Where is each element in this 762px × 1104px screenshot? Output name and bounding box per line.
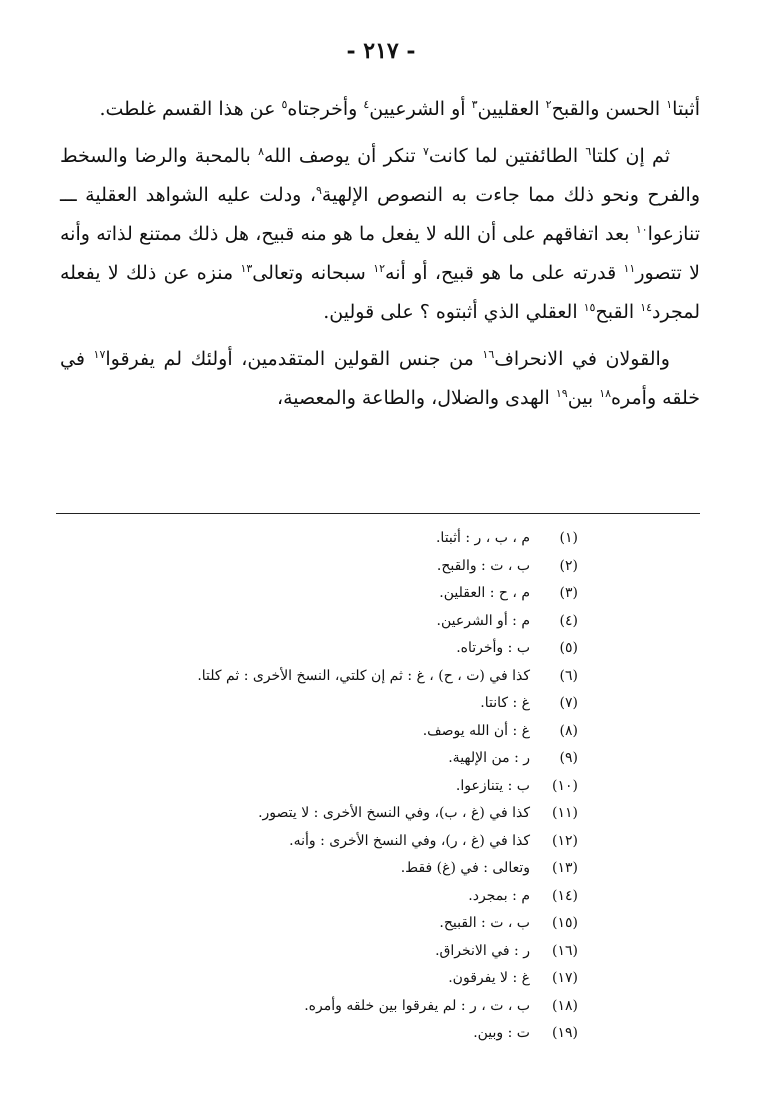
paragraph-1 bbox=[60, 90, 700, 129]
text-run: ، ودلت عليه الشواهد العقلية ـــ تنازعوا bbox=[60, 184, 700, 245]
text-run: في خلقه وأمره bbox=[60, 348, 700, 409]
footnote-ref-19[interactable]: ١٩ bbox=[555, 387, 568, 400]
footnote-item bbox=[18, 1020, 578, 1048]
footnote-number: (١١) bbox=[552, 805, 578, 821]
footnote-item bbox=[18, 690, 578, 718]
footnote-number: (١٦) bbox=[552, 942, 578, 959]
footnote-number: (١٩) bbox=[552, 1025, 578, 1041]
footnote-ref-7[interactable]: ٧ bbox=[422, 145, 429, 158]
footnote-text: ر : من الإلهية. bbox=[448, 750, 530, 766]
footnote-text: وتعالى : في (غ) فقط. bbox=[400, 860, 530, 876]
footnote-text: ب ، ت : القبيح. bbox=[439, 915, 530, 931]
footnote-number: (١٣) bbox=[552, 860, 578, 876]
footnote-text: م : أو الشرعين. bbox=[436, 612, 530, 629]
text-run: الطائفتين لما كانت bbox=[428, 145, 586, 167]
footnote-number: (٧) bbox=[559, 695, 578, 711]
footnote-text: غ : كانتا. bbox=[480, 695, 530, 711]
footnote-text: ب ، ت ، ر : لم يفرقوا بين خلقه وأمره. bbox=[304, 997, 530, 1014]
footnotes-list bbox=[18, 525, 578, 1048]
footnote-text: م : بمجرد. bbox=[468, 887, 530, 904]
footnote-text: م ، ب ، ر : أثبتا. bbox=[435, 530, 530, 546]
footnote-number: (١٢) bbox=[552, 832, 578, 849]
footnote-item bbox=[18, 828, 578, 856]
footnote-ref-9[interactable]: ٩ bbox=[315, 184, 322, 197]
footnote-item bbox=[18, 635, 578, 663]
footnote-ref-5[interactable]: ٥ bbox=[281, 98, 288, 111]
main-text bbox=[60, 90, 700, 418]
text-run: والقولان في الانحراف bbox=[494, 348, 670, 370]
footnote-item bbox=[18, 718, 578, 746]
footnote-item bbox=[18, 608, 578, 636]
text-run: سبحانه وتعالى bbox=[252, 262, 374, 284]
footnote-ref-6[interactable]: ٦ bbox=[585, 145, 592, 158]
text-run: عن هذا القسم غلطت. bbox=[99, 98, 282, 120]
text-run: قدرته على ما هو قبيح، أو أنه bbox=[385, 262, 624, 284]
footnote-number: (١٤) bbox=[552, 887, 578, 904]
text-run: العقليين bbox=[477, 98, 546, 120]
footnote-number: (٣) bbox=[559, 585, 578, 601]
footnote-ref-18[interactable]: ١٨ bbox=[599, 387, 612, 400]
text-run: الحسن والقبح bbox=[551, 98, 667, 120]
text-run: القبح bbox=[595, 301, 641, 323]
footnote-ref-3[interactable]: ٣ bbox=[471, 98, 478, 111]
footnote-text: ر : في الانخراق. bbox=[435, 942, 530, 959]
footnote-number: (١٧) bbox=[552, 970, 578, 986]
text-run: بين bbox=[567, 387, 600, 409]
footnote-item bbox=[18, 663, 578, 691]
footnote-text: كذا في (غ ، ر)، وفي النسخ الأخرى : وأنه. bbox=[289, 832, 530, 849]
text-run: وأخرجتاه bbox=[287, 98, 364, 120]
footnote-number: (٦) bbox=[559, 667, 578, 684]
paragraph-3 bbox=[60, 340, 700, 418]
page-number: - ٢١٧ - bbox=[346, 38, 416, 64]
footnote-text: غ : لا يفرقون. bbox=[448, 970, 530, 986]
footnote-ref-13[interactable]: ١٣ bbox=[240, 262, 253, 275]
footnote-ref-10[interactable]: ١٠ bbox=[635, 223, 648, 236]
footnote-text: ب ، ت : والقبح. bbox=[436, 557, 530, 574]
footnote-item bbox=[18, 745, 578, 773]
footnote-ref-16[interactable]: ١٦ bbox=[482, 348, 495, 361]
footnote-item bbox=[18, 580, 578, 608]
footnote-number: (٢) bbox=[559, 557, 578, 574]
footnote-text: كذا في (غ ، ب)، وفي النسخ الأخرى : لا يتصور. bbox=[258, 805, 530, 821]
footnote-item bbox=[18, 773, 578, 801]
footnote-ref-12[interactable]: ١٢ bbox=[373, 262, 386, 275]
footnote-number: (١) bbox=[559, 530, 578, 546]
text-run: أثبتا bbox=[672, 98, 700, 120]
text-run: أو الشرعيين bbox=[369, 98, 472, 120]
footnote-text: ت : وبين. bbox=[473, 1025, 530, 1041]
text-run: بعد اتفاقهم على أن الله لا يفعل ما هو منه قبيح، هل ذلك ممتنع لذاته وأنه لا تتصور bbox=[60, 223, 700, 284]
footnote-separator bbox=[56, 513, 700, 514]
text-run: تنكر أن يوصف الله bbox=[264, 145, 423, 167]
text-run: بالمحبة والرضا والسخط والفرح ونحو ذلك مما جاءت به النصوص الإلهية bbox=[60, 145, 700, 206]
footnote-ref-8[interactable]: ٨ bbox=[258, 145, 265, 158]
text-run: العقلي الذي أثبتوه ؟ على قولين. bbox=[323, 301, 584, 323]
footnote-item bbox=[18, 965, 578, 993]
footnote-text: كذا في (ت ، ح) ، غ : ثم إن كلتي، النسخ الأخرى : ثم كلتا. bbox=[197, 667, 530, 684]
text-run: ثم إن كلتا bbox=[591, 145, 670, 167]
footnote-ref-1[interactable]: ١ bbox=[666, 98, 673, 111]
footnote-number: (٤) bbox=[559, 612, 578, 629]
footnote-text: ب : يتنازعوا. bbox=[455, 777, 530, 794]
footnote-ref-4[interactable]: ٤ bbox=[363, 98, 370, 111]
footnote-number: (١٥) bbox=[552, 915, 578, 931]
footnote-ref-2[interactable]: ٢ bbox=[545, 98, 552, 111]
footnote-item bbox=[18, 800, 578, 828]
text-run: من جنس القولين المتقدمين، أولئك لم يفرقوا bbox=[105, 348, 483, 370]
footnote-number: (٩) bbox=[559, 750, 578, 766]
footnote-ref-15[interactable]: ١٥ bbox=[583, 301, 596, 314]
footnote-item bbox=[18, 993, 578, 1021]
footnote-text: ب : وأخرتاه. bbox=[456, 640, 530, 656]
footnote-number: (١٠) bbox=[552, 777, 578, 794]
footnote-text: غ : أن الله يوصف. bbox=[422, 722, 530, 739]
footnote-ref-11[interactable]: ١١ bbox=[623, 262, 636, 275]
footnote-item bbox=[18, 883, 578, 911]
footnote-item bbox=[18, 938, 578, 966]
footnote-number: (٨) bbox=[559, 722, 578, 739]
footnote-number: (٥) bbox=[559, 640, 578, 656]
footnote-item bbox=[18, 525, 578, 553]
footnote-ref-14[interactable]: ١٤ bbox=[640, 301, 653, 314]
footnote-text: م ، ح : العقلين. bbox=[439, 585, 530, 601]
footnote-item bbox=[18, 855, 578, 883]
footnote-item bbox=[18, 910, 578, 938]
text-run: منزه عن ذلك لا يفعله لمجرد bbox=[60, 262, 700, 323]
footnote-ref-17[interactable]: ١٧ bbox=[93, 348, 106, 361]
footnote-item bbox=[18, 553, 578, 581]
paragraph-2 bbox=[60, 137, 700, 332]
footnote-number: (١٨) bbox=[552, 997, 578, 1014]
text-run: الهدى والضلال، والطاعة والمعصية، bbox=[276, 387, 556, 409]
